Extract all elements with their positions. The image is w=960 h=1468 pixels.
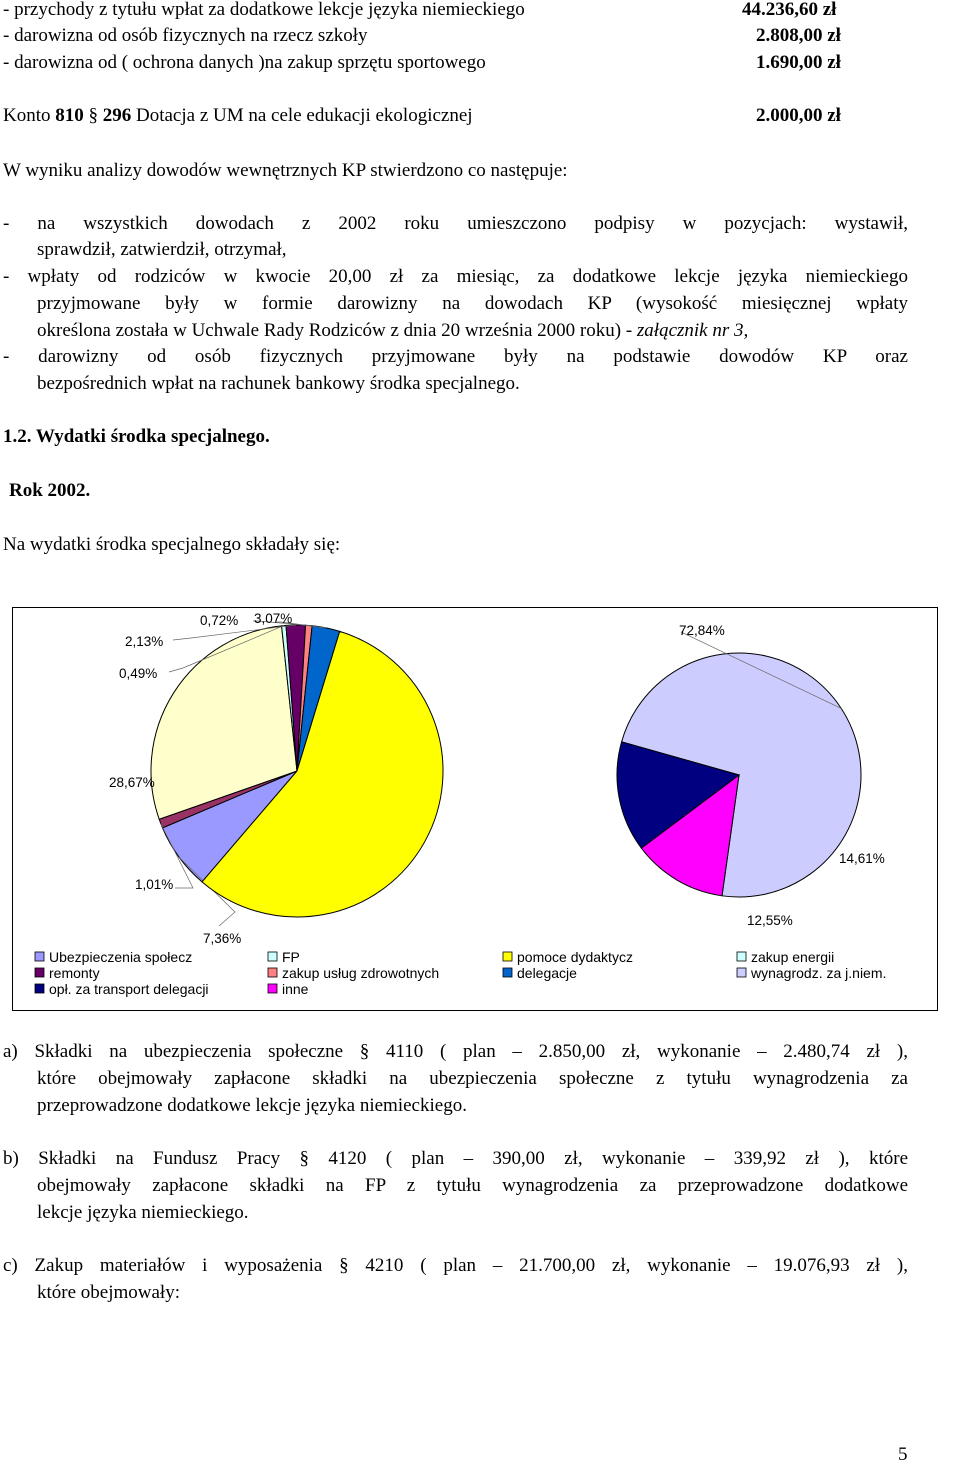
item-c-line-2: które obejmowały: xyxy=(37,1282,180,1303)
expenses-pie-chart xyxy=(12,607,938,1011)
income-amount-1: 44.236,60 zł xyxy=(742,0,837,20)
item-a-line-3: przeprowadzone dodatkowe lekcje języka niemieckiego. xyxy=(37,1095,467,1116)
konto-amount: 2.000,00 zł xyxy=(756,105,841,126)
left-pie-data-label: 2,13% xyxy=(125,634,164,649)
legend-label: wynagrodz. za j.niem. xyxy=(751,965,887,981)
legend-swatch xyxy=(737,968,746,977)
left-pie-data-label: 7,36% xyxy=(203,931,242,946)
bullet-2-line-1: - wpłaty od rodziców w kwocie 20,00 zł za miesiąc, za dodatkowe lekcje języka niemieckiego xyxy=(3,266,908,287)
item-b-line-1: b) Składki na Fundusz Pracy § 4120 ( plan – 390,00 zł, wykonanie – 339,92 zł ), które xyxy=(3,1148,908,1169)
income-amount-2: 2.808,00 zł xyxy=(756,25,841,46)
item-a-line-2: które obejmowały zapłacone składki na ubezpieczenia społeczne z tytułu wynagrodzenia za xyxy=(37,1068,908,1089)
legend-label: opł. za transport delegacji xyxy=(49,981,209,997)
legend-swatch xyxy=(35,968,44,977)
item-a-line-1: a) Składki na ubezpieczenia społeczne § 4110 ( plan – 2.850,00 zł, wykonanie – 2.480,74 zł ), xyxy=(3,1041,908,1062)
left-pie-data-label: 0,72% xyxy=(200,613,239,628)
item-c-line-1: c) Zakup materiałów i wyposażenia § 4210 ( plan – 21.700,00 zł, wykonanie – 19.076,93 zł ), xyxy=(3,1255,908,1276)
legend-label: zakup energii xyxy=(751,949,835,965)
bullet-3-line-1: - darowizny od osób fizycznych przyjmowane były na podstawie dowodów KP oraz xyxy=(3,346,908,367)
section-heading: 1.2. Wydatki środka specjalnego. xyxy=(3,426,270,447)
right-pie-data-label: 14,61% xyxy=(839,851,885,866)
income-amount-3: 1.690,00 zł xyxy=(756,52,841,73)
bullet-1-line-1: - na wszystkich dowodach z 2002 roku umieszczono podpisy w pozycjach: wystawił, xyxy=(3,213,908,234)
right-pie-data-label: 72,84% xyxy=(679,623,725,638)
page-number: 5 xyxy=(898,1444,908,1465)
year-heading: Rok 2002. xyxy=(9,480,91,501)
analysis-intro: W wyniku analizy dowodów wewnętrznych KP stwierdzono co następuje: xyxy=(3,160,568,181)
bullet-2-line-3: określona została w Uchwale Rady Rodziców z dnia 20 września 2000 roku) - załącznik nr 3, xyxy=(37,320,749,341)
legend-label: Ubezpieczenia społecz xyxy=(49,949,193,965)
legend-swatch xyxy=(35,984,44,993)
legend-label: pomoce dydaktycz xyxy=(517,949,633,965)
bullet-2-line-2: przyjmowane były w formie darowizny na dowodach KP (wysokość miesięcznej wpłaty xyxy=(37,293,908,314)
legend-swatch xyxy=(35,952,44,961)
bullet-1-line-2: sprawdził, zatwierdził, otrzymał, xyxy=(37,239,287,260)
konto-line: Konto 810 § 296 Dotacja z UM na cele edukacji ekologicznej xyxy=(3,105,473,126)
legend-swatch xyxy=(268,984,277,993)
legend-swatch xyxy=(503,952,512,961)
left-pie-data-label: 1,01% xyxy=(135,877,174,892)
income-line-3: - darowizna od ( ochrona danych )na zakup sprzętu sportowego xyxy=(3,52,486,73)
expenses-intro: Na wydatki środka specjalnego składały się: xyxy=(3,534,341,555)
bullet-3-line-2: bezpośrednich wpłat na rachunek bankowy środka specjalnego. xyxy=(37,373,520,394)
income-line-1: - przychody z tytułu wpłat za dodatkowe lekcje języka niemieckiego xyxy=(3,0,525,20)
legend-label: inne xyxy=(282,981,309,997)
left-pie-data-label: 3,07% xyxy=(254,611,293,626)
legend-label: FP xyxy=(282,949,300,965)
legend-swatch xyxy=(268,968,277,977)
right-pie-data-label: 12,55% xyxy=(747,913,793,928)
item-b-line-2: obejmowały zapłacone składki na FP z tytułu wynagrodzenia za przeprowadzone dodatkowe xyxy=(37,1175,908,1196)
legend-label: zakup usług zdrowotnych xyxy=(282,965,440,981)
legend-swatch xyxy=(268,952,277,961)
item-b-line-3: lekcje języka niemieckiego. xyxy=(37,1202,249,1223)
legend-swatch xyxy=(503,968,512,977)
pie-charts-svg xyxy=(13,608,939,1012)
left-pie-data-label: 28,67% xyxy=(109,775,155,790)
left-pie-data-label: 0,49% xyxy=(119,666,158,681)
income-line-2: - darowizna od osób fizycznych na rzecz szkoły xyxy=(3,25,368,46)
annex-reference: załącznik nr 3, xyxy=(636,320,749,341)
legend-label: delegacje xyxy=(517,965,577,981)
legend-swatch xyxy=(737,952,746,961)
legend-label: remonty xyxy=(49,965,100,981)
